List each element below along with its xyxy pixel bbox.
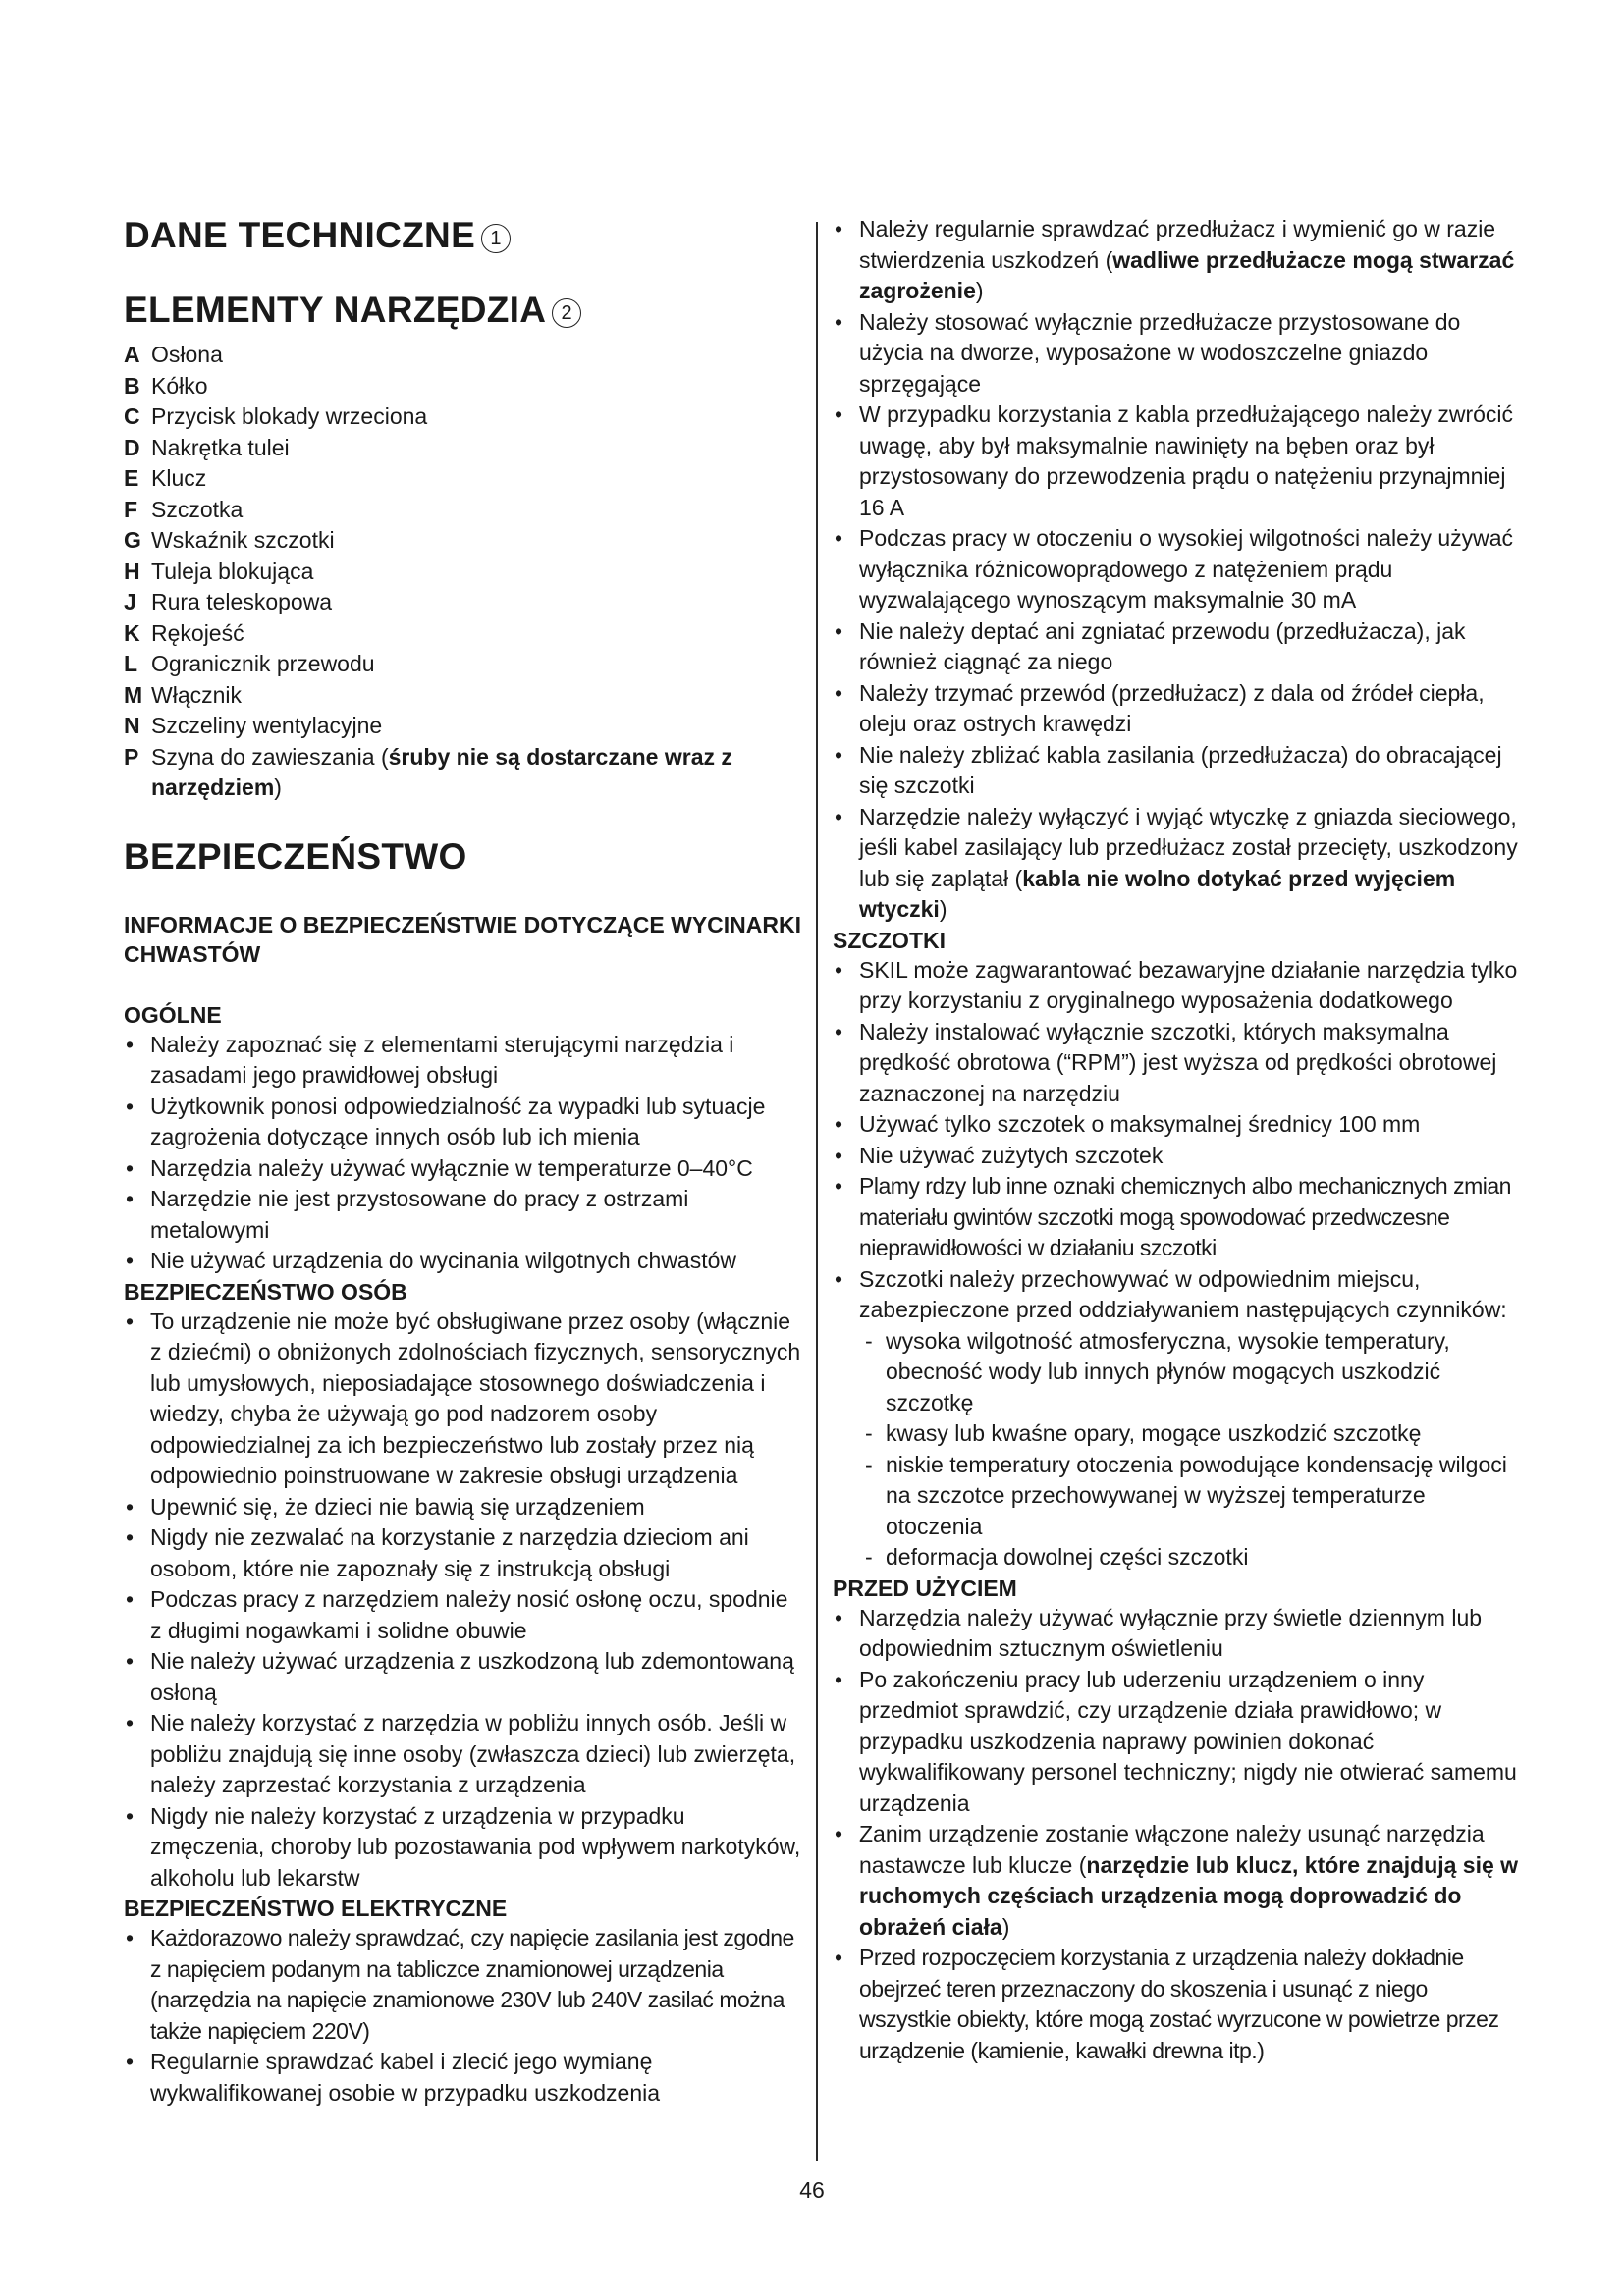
list-item: • Każdorazowo należy sprawdzać, czy napięcie zasilania jest zgodne z napięciem podanym na tabliczce znamionowej urządzenia (narzędzia na napięcie znamionowe 230V lub 240V zasilać można także napięciem 220V): [124, 1923, 801, 2047]
bezpieczenstwo-elektryczne-heading: BEZPIECZEŃSTWO ELEKTRYCZNE: [124, 1896, 508, 1921]
part-item: E Klucz: [124, 465, 207, 491]
list-item: • Nie używać urządzenia do wycinania wilgotnych chwastów: [124, 1246, 801, 1277]
part-item: H Tuleja blokująca: [124, 558, 314, 584]
osob-list: [124, 1307, 801, 1895]
figure-ref-1: 1: [481, 224, 511, 253]
sublist-item: - wysoka wilgotność atmosferyczna, wysokie temperatury, obecność wody lub innych płynów mogących uszkodzić szczotkę: [859, 1326, 1520, 1419]
list-item: • Należy zapoznać się z elementami sterującymi narzędzia i zasadami jego prawidłowej obsługi: [124, 1030, 801, 1092]
part-item: K Rękojeść: [124, 619, 244, 646]
storage-sublist: [859, 1326, 1520, 1574]
part-item: G Wskaźnik szczotki: [124, 527, 335, 553]
list-item: • Narzędzie należy wyłączyć i wyjąć wtyczkę z gniazda sieciowego, jeśli kabel zasilający lub przedłużacz został przecięty, uszkodzony lub się zaplątał (kabla nie wolno dotykać przed wyjęciem wtyczki): [833, 802, 1520, 926]
list-item: • Upewnić się, że dzieci nie bawią się urządzeniem: [124, 1492, 801, 1523]
list-item: • Należy stosować wyłącznie przedłużacze przystosowane do użycia na dworze, wyposażone w wodoszczelne gniazdo sprzęgające: [833, 307, 1520, 400]
sublist-item: - deformacja dowolnej części szczotki: [859, 1542, 1520, 1574]
part-item: J Rura teleskopowa: [124, 589, 333, 614]
sublist-item: - kwasy lub kwaśne opary, mogące uszkodzić szczotkę: [859, 1418, 1520, 1450]
list-item: • Przed rozpoczęciem korzystania z urządzenia należy dokładnie obejrzeć teren przeznaczony do skoszenia i usunąć z niego wszystkie obiekty, które mogą zostać wyrzucone w powietrze przez urządzenie (kamienie, kawałki drewna itp.): [833, 1943, 1520, 2066]
list-item: • Nie należy deptać ani zgniatać przewodu (przedłużacza), jak również ciągnąć za niego: [833, 616, 1520, 678]
przed-list: [833, 1603, 1520, 2067]
list-item: • Narzędzia należy używać wyłącznie w temperaturze 0–40°C: [124, 1153, 801, 1185]
parts-list: [124, 340, 801, 804]
list-item: • Używać tylko szczotek o maksymalnej średnicy 100 mm: [833, 1109, 1520, 1141]
list-item: • Należy regularnie sprawdzać przedłużacz i wymienić go w razie stwierdzenia uszkodzeń (wadliwe przedłużacze mogą stwarzać zagrożenie): [833, 214, 1520, 307]
part-item: D Nakrętka tulei: [124, 434, 290, 460]
part-item: M Włącznik: [124, 681, 243, 708]
info-heading: INFORMACJE O BEZPIECZEŃSTWIE DOTYCZĄCE WYCINARKI CHWASTÓW: [124, 911, 802, 967]
part-item: N Szczeliny wentylacyjne: [124, 713, 383, 738]
list-item: • SKIL może zagwarantować bezawaryjne działanie narzędzia tylko przy korzystaniu z oryginalnego wyposażenia dodatkowego: [833, 955, 1520, 1017]
list-item: • Nie należy korzystać z narzędzia w pobliżu innych osób. Jeśli w pobliżu znajdują się inne osoby (zwłaszcza dzieci) lub zwierzęta, należy zaprzestać korzystania z urządzenia: [124, 1708, 801, 1801]
list-item: • Narzędzie nie jest przystosowane do pracy z ostrzami metalowymi: [124, 1184, 801, 1246]
sublist-item: - niskie temperatury otoczenia powodujące kondensację wilgoci na szczotce przechowywanej w wyższej temperaturze otoczenia: [859, 1450, 1520, 1543]
bezpieczenstwo-osob-heading: BEZPIECZEŃSTWO OSÓB: [124, 1278, 407, 1305]
list-item: • Podczas pracy w otoczeniu o wysokiej wilgotności należy używać wyłącznika różnicowoprądowego z natężeniem prądu wyzwalającego wynoszącym maksymalnie 30 mA: [833, 523, 1520, 616]
part-item: L Ogranicznik przewodu: [124, 651, 375, 676]
list-item: • Należy instalować wyłącznie szczotki, których maksymalna prędkość obrotowa (“RPM”) jest wyższa od prędkości obrotowej zaznaczonej na narzędziu: [833, 1017, 1520, 1110]
part-item: P Szyna do zawieszania (śruby nie są dostarczane wraz z narzędziem): [124, 743, 732, 800]
list-item: • Regularnie sprawdzać kabel i zlecić jego wymianę wykwalifikowanej osobie w przypadku uszkodzenia: [124, 2047, 801, 2109]
elementy-narzedzia-title: ELEMENTY NARZĘDZIA 2: [124, 289, 801, 332]
column-divider: [816, 222, 818, 2161]
list-item: • Podczas pracy z narzędziem należy nosić osłonę oczu, spodnie z długimi nogawkami i solidne obuwie: [124, 1584, 801, 1646]
dane-techniczne-title: DANE TECHNICZNE 1: [124, 214, 801, 257]
przed-uzyciem-heading: PRZED UŻYCIEM: [833, 1575, 1017, 1601]
elektr-list: [124, 1923, 801, 2109]
ogolne-heading: OGÓLNE: [124, 1001, 222, 1028]
figure-ref-2: 2: [552, 298, 581, 328]
szczotki-list: [833, 955, 1520, 1574]
part-item: B Kółko: [124, 372, 208, 399]
right-column: [833, 214, 1520, 2066]
list-item: • Narzędzia należy używać wyłącznie przy świetle dziennym lub odpowiednim sztucznym oświetleniu: [833, 1603, 1520, 1665]
list-item: • Nie należy zbliżać kabla zasilania (przedłużacza) do obracającej się szczotki: [833, 740, 1520, 802]
part-item: C Przycisk blokady wrzeciona: [124, 403, 428, 429]
list-item: • Należy trzymać przewód (przedłużacz) z dala od źródeł ciepła, oleju oraz ostrych krawędzi: [833, 678, 1520, 740]
list-item: • To urządzenie nie może być obsługiwane przez osoby (włącznie z dziećmi) o obniżonych zdolnościach fizycznych, sensorycznych lub umysłowych, nieposiadające stosownego doświadczenia i wiedzy, chyba że używają go pod nadzorem osoby odpowiedzialnej za ich bezpieczeństwo lub zostały przez nią odpowiednio poinstruowane w zakresie obsługi urządzenia: [124, 1307, 801, 1492]
list-item: • W przypadku korzystania z kabla przedłużającego należy zwrócić uwagę, aby był maksymalnie nawinięty na bęben oraz był przystosowany do przewodzenia prądu o natężeniu przynajmniej 16 A: [833, 400, 1520, 523]
list-item: • Nie używać zużytych szczotek: [833, 1141, 1520, 1172]
list-item: • Nigdy nie należy korzystać z urządzenia w przypadku zmęczenia, choroby lub pozostawania pod wpływem narkotyków, alkoholu lub lekarstw: [124, 1801, 801, 1895]
list-item: • Nie należy używać urządzenia z uszkodzoną lub zdemontowaną osłoną: [124, 1646, 801, 1708]
part-item: F Szczotka: [124, 496, 244, 522]
ogolne-list: [124, 1030, 801, 1277]
page-number: 46: [799, 2177, 825, 2203]
list-item: • Nigdy nie zezwalać na korzystanie z narzędzia dzieciom ani osobom, które nie zapoznały się z instrukcją obsługi: [124, 1522, 801, 1584]
szczotki-heading: SZCZOTKI: [833, 927, 946, 953]
list-item: • Szczotki należy przechowywać w odpowiednim miejscu, zabezpieczone przed oddziaływaniem następujących czynników: - wysoka wilgotność atmosferyczna, wysokie temperatury, obecność wody lub innych płynów mogących uszkodzić szczotkę - kwasy lub kwaśne opary, mogące uszkodzić szczotkę - niskie temperatury otoczenia powodujące kondensację wilgoci na szczotce przechowywanej w wyższej temperaturze otoczenia - deformacja dowolnej części szczotki: [833, 1264, 1520, 1574]
left-column: [124, 214, 801, 2109]
part-item: A Osłona: [124, 342, 223, 367]
list-item: • Użytkownik ponosi odpowiedzialność za wypadki lub sytuacje zagrożenia dotyczące innych osób lub ich mienia: [124, 1092, 801, 1153]
list-item: • Zanim urządzenie zostanie włączone należy usunąć narzędzia nastawcze lub klucze (narzędzie lub klucz, które znajdują się w ruchomych częściach urządzenia mogą doprowadzić do obrażeń ciała): [833, 1819, 1520, 1943]
cable-list: [833, 214, 1520, 926]
bezpieczenstwo-title: BEZPIECZEŃSTWO: [124, 835, 467, 877]
list-item: • Plamy rdzy lub inne oznaki chemicznych albo mechanicznych zmian materiału gwintów szczotki mogą spowodować przedwczesne nieprawidłowości w działaniu szczotki: [833, 1171, 1520, 1264]
list-item: • Po zakończeniu pracy lub uderzeniu urządzeniem o inny przedmiot sprawdzić, czy urządzenie działa prawidłowo; w przypadku uszkodzenia naprawy powinien dokonać wykwalifikowany personel techniczny; nigdy nie otwierać samemu urządzenia: [833, 1665, 1520, 1820]
